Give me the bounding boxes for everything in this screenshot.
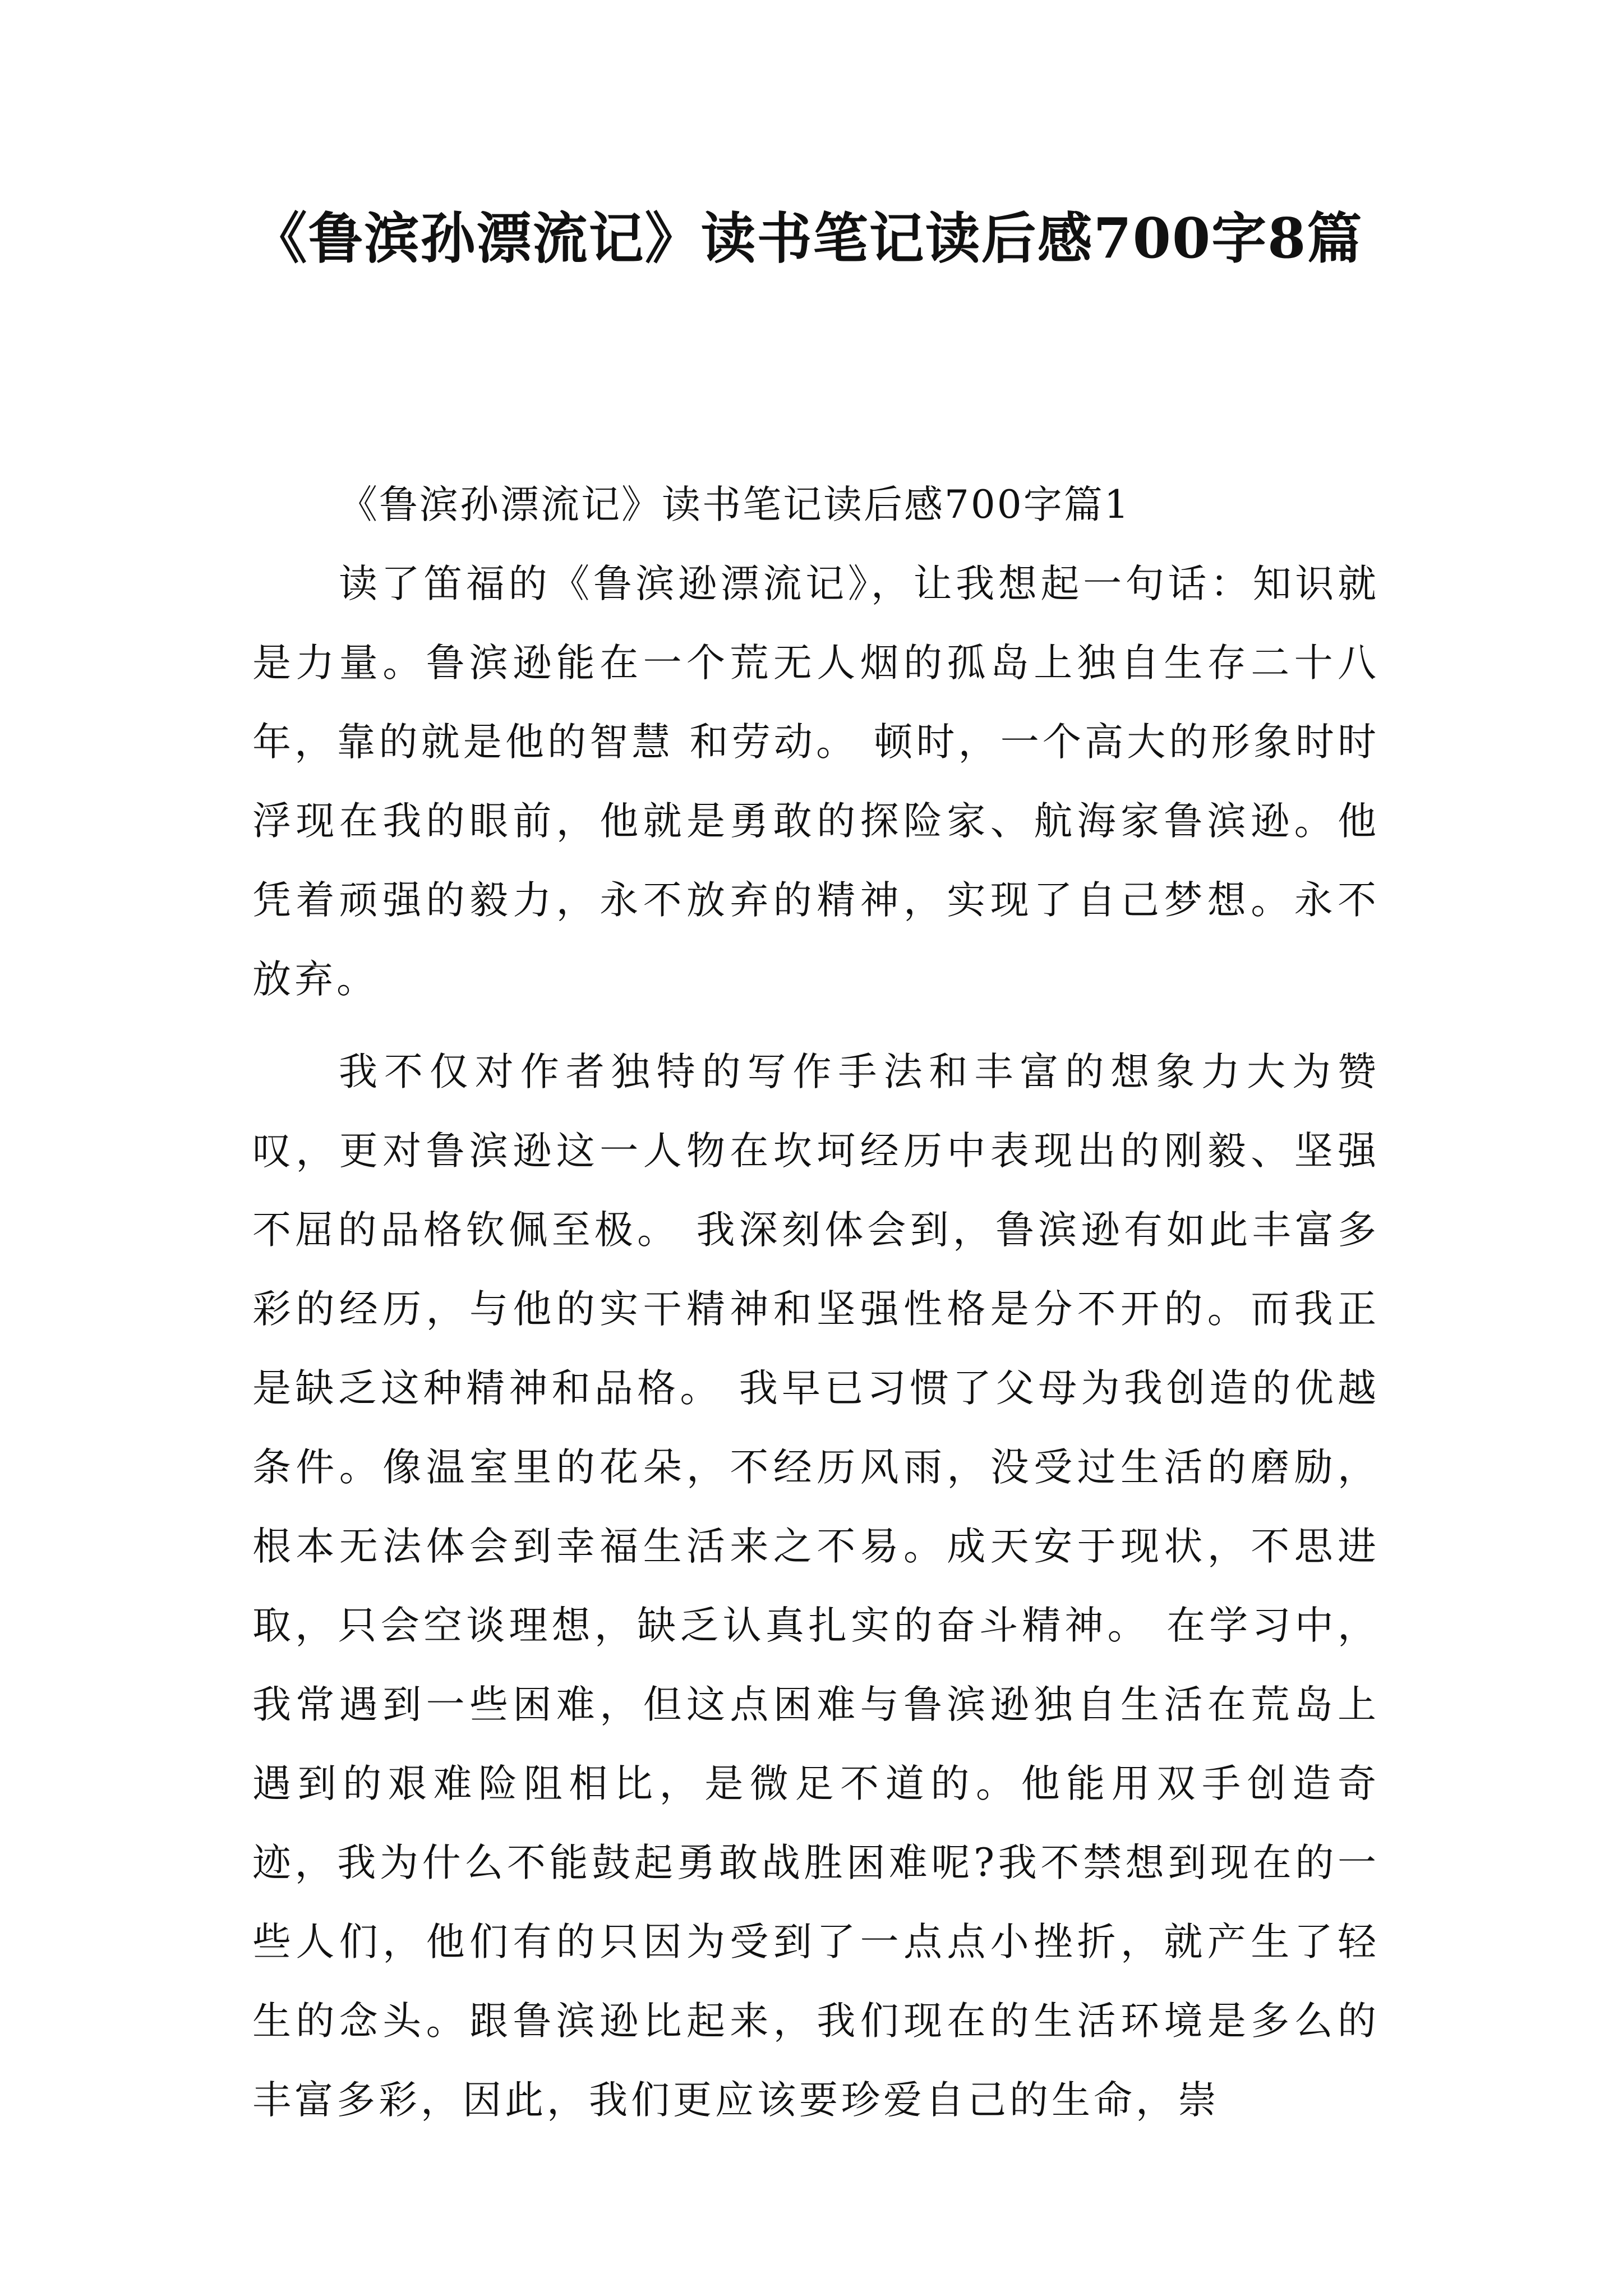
document-title: 《鲁滨孙漂流记》读书笔记读后感700字8篇: [252, 206, 1363, 271]
document-body: [252, 466, 1380, 2140]
paragraph: 读了笛福的《鲁滨逊漂流记》，让我想起一句话：知识就是力量。鲁滨逊能在一个荒无人烟的孤岛上独自生存二十八年，靠的就是他的智慧 和劳动。 顿时，一个高大的形象时时浮现在我的眼前，他就是勇敢的探险家、航海家鲁滨逊。他凭着顽强的毅力，永不放弃的精神，实现了自己梦想。永不放弃。: [252, 562, 1380, 1002]
section-heading: 《鲁滨孙漂流记》读书笔记读后感700字篇1: [339, 482, 1131, 527]
paragraph: 我不仅对作者独特的写作手法和丰富的想象力大为赞叹，更对鲁滨逊这一人物在坎坷经历中表现出的刚毅、坚强不屈的品格钦佩至极。 我深刻体会到，鲁滨逊有如此丰富多彩的经历，与他的实干精神和坚强性格是分不开的。而我正是缺乏这种精神和品格。 我早已习惯了父母为我创造的优越条件。像温室里的花朵，不经历风雨，没受过生活的磨励，根本无法体会到幸福生活来之不易。成天安于现状，不思进取，只会空谈理想，缺乏认真扎实的奋斗精神。 在学习中，我常遇到一些困难，但这点困难与鲁滨逊独自生活在荒岛上遇到的艰难险阻相比，是微足不道的。他能用双手创造奇迹，我为什么不能鼓起勇敢战胜困难呢?我不禁想到现在的一些人们，他们有的只因为受到了一点点小挫折，就产生了轻生的念头。跟鲁滨逊比起来，我们现在的生活环境是多么的丰富多彩，因此，我们更应该要珍爱自己的生命，崇: [252, 1050, 1380, 2123]
